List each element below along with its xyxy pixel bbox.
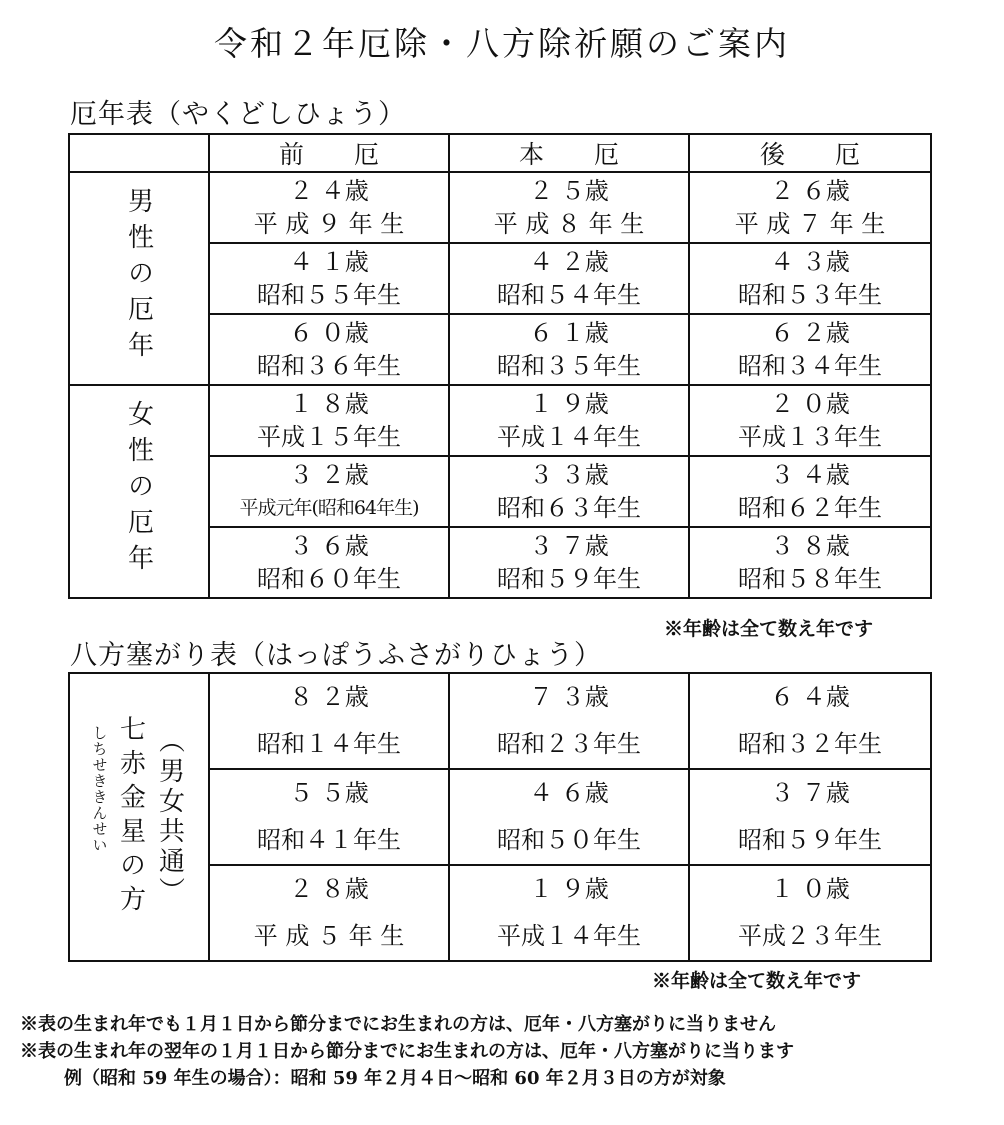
table-cell: ４ ３歳 昭和５３年生: [689, 243, 931, 314]
table-cell: ２ ６歳 平 成 ７ 年 生: [689, 172, 931, 243]
male-label-cell: [69, 172, 209, 385]
table-cell: ３ ３歳 昭和６３年生: [449, 456, 689, 527]
table-cell: ５ ５歳 昭和４１年生: [209, 769, 449, 865]
table-cell: ３ ７歳 昭和５９年生: [449, 527, 689, 598]
yakudoshi-header-row: [69, 134, 931, 172]
table-row: [69, 673, 931, 769]
table-cell: ２ ５歳 平 成 ８ 年 生: [449, 172, 689, 243]
table-cell: ３ ７歳 昭和５９年生: [689, 769, 931, 865]
shichiseki-label: 七赤金星の方: [115, 715, 146, 919]
table-cell: １ ８歳 平成１５年生: [209, 385, 449, 456]
header-honyaku: 本 厄: [449, 134, 689, 172]
male-label: 男性の厄年: [123, 186, 154, 367]
happou-section-title: 八方塞がり表（はっぽうふさがりひょう）: [70, 640, 602, 671]
shichiseki-ruby: しちせききんせい: [90, 725, 109, 853]
table-cell: ３ ６歳 昭和６０年生: [209, 527, 449, 598]
footnote-1: ※表の生まれ年でも１月１日から節分までにお生まれの方は、厄年・八方塞がりに当りません: [20, 1014, 776, 1035]
age-note-2: ※年齢は全て数え年です: [652, 970, 862, 992]
yakudoshi-table: [68, 133, 932, 599]
female-label: 女性の厄年: [123, 399, 154, 580]
table-row: [69, 385, 931, 456]
shichiseki-label-cell: [69, 673, 209, 961]
table-cell: ３ ２歳 平成元年(昭和64年生): [209, 456, 449, 527]
table-row: [69, 172, 931, 243]
header-atoyaku: 後 厄: [689, 134, 931, 172]
table-cell: ４ ６歳 昭和５０年生: [449, 769, 689, 865]
table-cell: ３ ８歳 昭和５８年生: [689, 527, 931, 598]
happou-table: [68, 672, 932, 962]
table-cell: ２ ４歳 平 成 ９ 年 生: [209, 172, 449, 243]
yakudoshi-section-title: 厄年表（やくどしひょう）: [70, 99, 406, 130]
table-cell: ４ ２歳 昭和５４年生: [449, 243, 689, 314]
table-cell: １ ０歳 平成２３年生: [689, 865, 931, 961]
footnote-example: 例（昭和 59 年生の場合）：昭和 59 年２月４日～昭和 60 年２月３日の方が対象: [64, 1068, 726, 1089]
shichiseki-sub: （男女共通）: [154, 727, 185, 907]
page-title: 令和２年厄除・八方除祈願のご案内: [214, 24, 790, 63]
footnote-2: ※表の生まれ年の翌年の１月１日から節分までにお生まれの方は、厄年・八方塞がりに当ります: [20, 1041, 794, 1062]
table-cell: １ ９歳 平成１４年生: [449, 385, 689, 456]
table-cell: ６ ０歳 昭和３６年生: [209, 314, 449, 385]
table-cell: ６ １歳 昭和３５年生: [449, 314, 689, 385]
table-cell: ３ ４歳 昭和６２年生: [689, 456, 931, 527]
corner-cell: [69, 134, 209, 172]
age-note: ※年齢は全て数え年です: [664, 618, 874, 640]
table-cell: ６ ４歳 昭和３２年生: [689, 673, 931, 769]
female-label-cell: [69, 385, 209, 598]
table-cell: ７ ３歳 昭和２３年生: [449, 673, 689, 769]
table-cell: ２ ８歳 平 成 ５ 年 生: [209, 865, 449, 961]
table-cell: ８ ２歳 昭和１４年生: [209, 673, 449, 769]
table-cell: ４ １歳 昭和５５年生: [209, 243, 449, 314]
table-cell: ６ ２歳 昭和３４年生: [689, 314, 931, 385]
table-cell: １ ９歳 平成１４年生: [449, 865, 689, 961]
table-cell: ２ ０歳 平成１３年生: [689, 385, 931, 456]
header-maeyaku: 前 厄: [209, 134, 449, 172]
